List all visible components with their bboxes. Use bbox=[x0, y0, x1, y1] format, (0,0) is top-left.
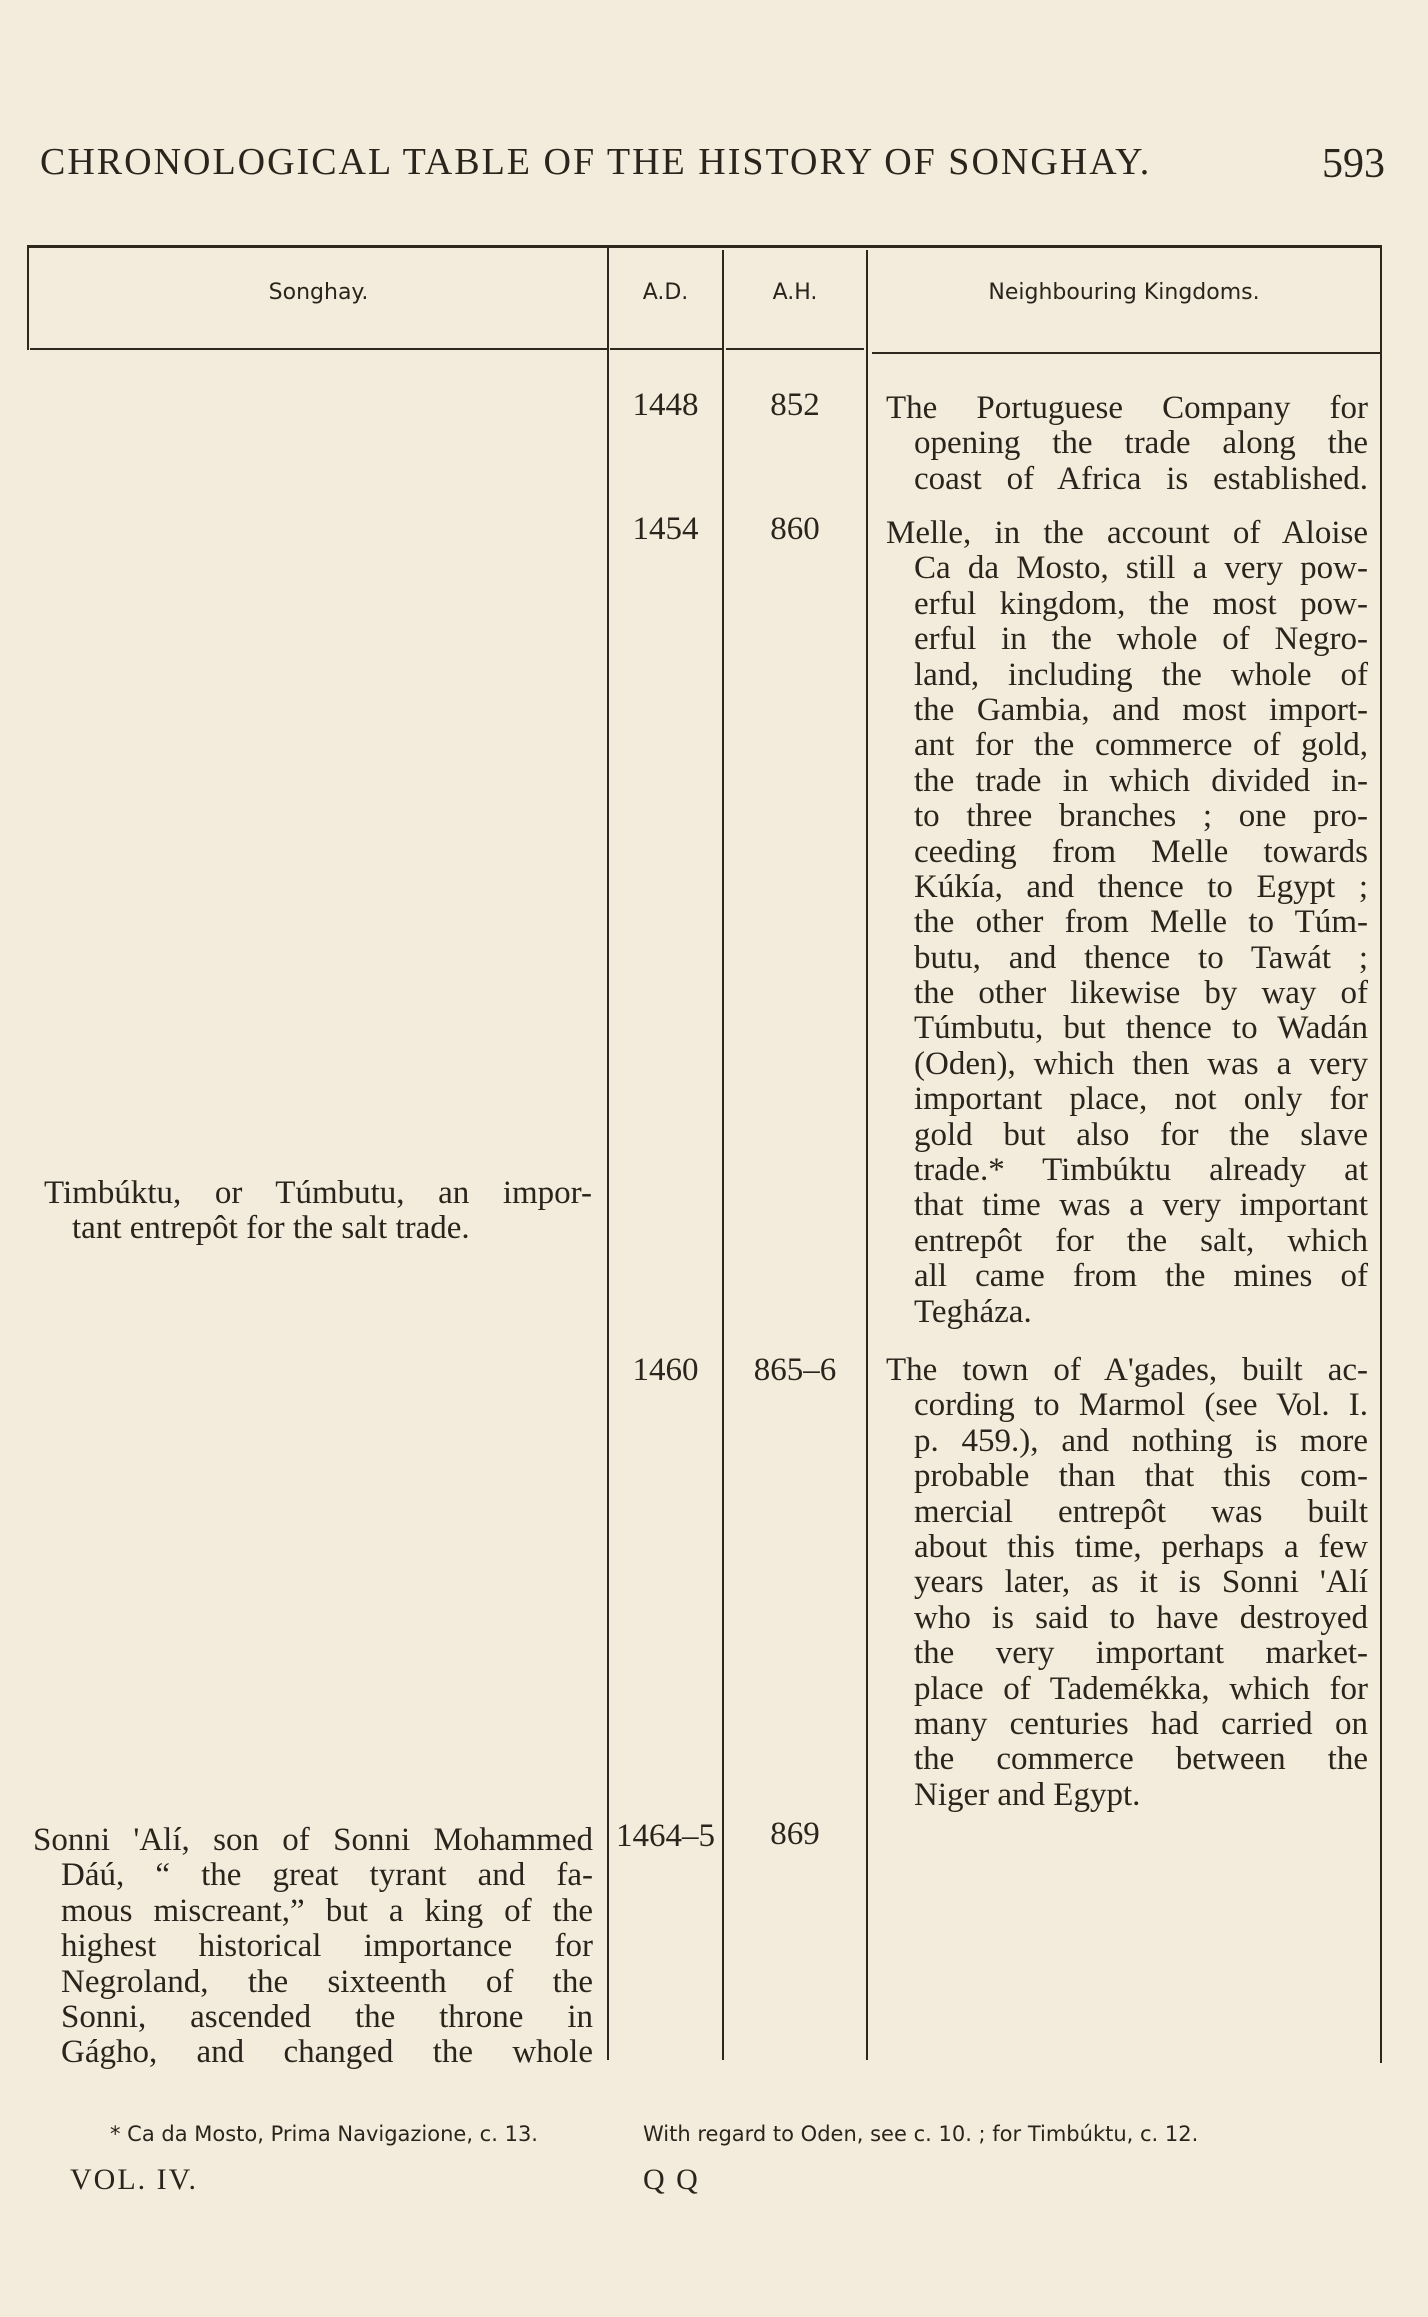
entry-neighbouring bbox=[886, 516, 1368, 1330]
text-line: Gágho, and changed the whole bbox=[61, 2034, 593, 2071]
column-header-songhay: Songhay. bbox=[268, 280, 369, 305]
text-line: highest historical importance for bbox=[61, 1928, 593, 1965]
gathering-mark: Q Q bbox=[643, 2163, 700, 2196]
text-line: Túmbutu, but thence to Wadán bbox=[914, 1010, 1368, 1047]
header-bottom-rule bbox=[610, 348, 722, 350]
running-head bbox=[40, 140, 1385, 190]
year-ad: 1448 bbox=[632, 387, 699, 423]
text-line: Sonni, ascended the throne in bbox=[61, 1998, 593, 2035]
text-line: trade.* Timbúktu already at bbox=[914, 1152, 1368, 1189]
text-line: p. 459.), and nothing is more bbox=[914, 1422, 1368, 1459]
text-line: cording to Marmol (see Vol. I. bbox=[914, 1387, 1368, 1424]
text-line: all came from the mines of bbox=[914, 1258, 1368, 1295]
text-line: tant entrepôt for the salt trade. bbox=[72, 1210, 470, 1247]
header-bottom-rule bbox=[872, 352, 1382, 354]
text-line: Timbúktu, or Túmbutu, an impor- bbox=[44, 1175, 592, 1211]
entry-songhay bbox=[33, 1823, 593, 2071]
year-ad: 1460 bbox=[632, 1352, 699, 1388]
header-bottom-rule bbox=[30, 348, 607, 350]
text-line: the very important market- bbox=[914, 1635, 1368, 1672]
year-ad: 1454 bbox=[632, 511, 699, 547]
footnote-left: * Ca da Mosto, Prima Navigazione, c. 13. bbox=[110, 2122, 538, 2146]
text-line: the commerce between the bbox=[914, 1741, 1368, 1778]
text-line: Kúkía, and thence to Egypt ; bbox=[914, 868, 1368, 905]
text-line: opening the trade along the bbox=[914, 425, 1368, 462]
year-ah: 869 bbox=[770, 1816, 820, 1852]
text-line: erful kingdom, the most pow- bbox=[914, 585, 1368, 622]
column-header-ah: A.H. bbox=[772, 280, 818, 305]
column-rule bbox=[866, 250, 868, 2060]
text-line: ceeding from Melle towards bbox=[914, 833, 1368, 870]
column-header-ad: A.D. bbox=[642, 280, 689, 305]
volume-signature: VOL. IV. bbox=[70, 2163, 198, 2196]
text-line: coast of Africa is established. bbox=[914, 460, 1368, 497]
text-line: mercial entrepôt was built bbox=[914, 1493, 1368, 1530]
text-line: Niger and Egypt. bbox=[914, 1776, 1141, 1813]
text-line: the Gambia, and most import- bbox=[914, 691, 1368, 728]
text-line: many centuries had carried on bbox=[914, 1705, 1368, 1742]
text-line: probable than that this com- bbox=[914, 1458, 1368, 1495]
text-line: Negroland, the sixteenth of the bbox=[61, 1963, 593, 2000]
text-line: important place, not only for bbox=[914, 1081, 1368, 1118]
text-line: the other from Melle to Túm- bbox=[914, 904, 1368, 941]
entry-neighbouring bbox=[886, 391, 1368, 497]
text-line: to three branches ; one pro- bbox=[914, 798, 1368, 835]
text-line: (Oden), which then was a very bbox=[914, 1045, 1368, 1082]
text-line: Tegháza. bbox=[914, 1293, 1032, 1330]
text-line: ant for the commerce of gold, bbox=[914, 727, 1368, 764]
text-line: The town of A'gades, built ac- bbox=[886, 1352, 1368, 1388]
text-line: the other likewise by way of bbox=[914, 975, 1368, 1012]
footnote-right: With regard to Oden, see c. 10. ; for Timbúktu, c. 12. bbox=[643, 2122, 1199, 2146]
header-bottom-rule bbox=[726, 348, 864, 350]
text-line: about this time, perhaps a few bbox=[914, 1528, 1368, 1565]
text-line: entrepôt for the salt, which bbox=[914, 1222, 1368, 1259]
text-line: place of Tademékka, which for bbox=[914, 1670, 1368, 1707]
text-line: butu, and thence to Tawát ; bbox=[914, 939, 1368, 976]
column-rule-right bbox=[1380, 248, 1382, 2063]
text-line: Melle, in the account of Aloise bbox=[886, 515, 1368, 551]
text-line: Ca da Mosto, still a very pow- bbox=[914, 550, 1368, 587]
page-number: 593 bbox=[1322, 141, 1385, 187]
text-line: mous miscreant,” but a king of the bbox=[61, 1892, 593, 1929]
text-line: years later, as it is Sonni 'Alí bbox=[914, 1564, 1368, 1601]
text-line: Sonni 'Alí, son of Sonni Mohammed bbox=[33, 1822, 593, 1858]
entry-songhay bbox=[44, 1176, 592, 1247]
text-line: land, including the whole of bbox=[914, 656, 1368, 693]
year-ad: 1464–5 bbox=[616, 1818, 715, 1854]
entry-neighbouring bbox=[886, 1353, 1368, 1813]
text-line: erful in the whole of Negro- bbox=[914, 621, 1368, 658]
table-top-rule bbox=[27, 245, 1382, 248]
text-line: who is said to have destroyed bbox=[914, 1599, 1368, 1636]
year-ah: 860 bbox=[770, 511, 820, 547]
column-header-neighbouring: Neighbouring Kingdoms. bbox=[988, 280, 1260, 305]
year-ah: 852 bbox=[770, 387, 820, 423]
column-rule-left bbox=[27, 245, 29, 350]
text-line: that time was a very important bbox=[914, 1187, 1368, 1224]
text-line: The Portuguese Company for bbox=[886, 390, 1368, 426]
text-line: Dáú, “ the great tyrant and fa- bbox=[61, 1857, 593, 1894]
page-title: CHRONOLOGICAL TABLE OF THE HISTORY OF SONGHAY. bbox=[40, 141, 1152, 183]
text-line: the trade in which divided in- bbox=[914, 762, 1368, 799]
text-line: gold but also for the slave bbox=[914, 1116, 1368, 1153]
year-ah: 865–6 bbox=[753, 1352, 837, 1388]
